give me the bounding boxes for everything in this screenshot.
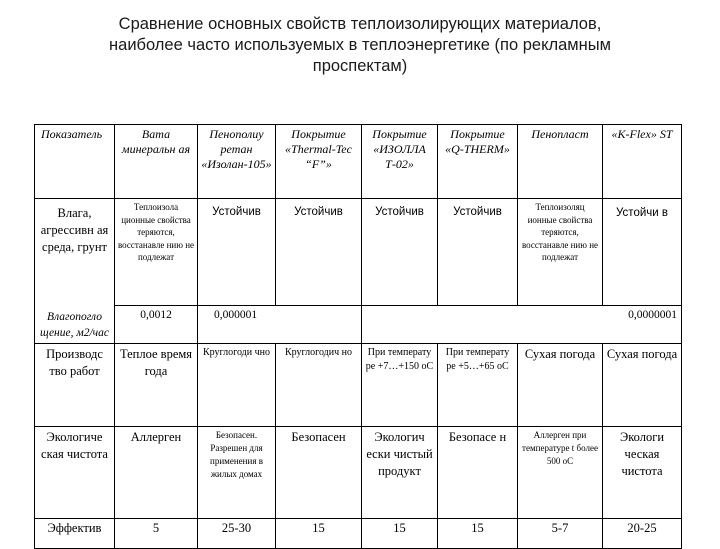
cell-production-izolan: Круглогоди чно [198, 344, 276, 427]
cell-production-kflex: Сухая погода [603, 344, 682, 427]
cell-ecology-izolla: Экологич ески чистый продукт [362, 427, 438, 519]
cell-moisture-penoplast: Теплоизоляц ионные свойства теряются, восстанавле нию не подлежат [518, 199, 603, 306]
label-ecology: Экологиче ская чистота [35, 427, 115, 519]
page-title [40, 14, 680, 77]
cell-production-qtherm: При температу ре +5…+65 оС [438, 344, 518, 427]
cell-efficiency-izolla: 15 [362, 519, 438, 549]
header-mineral-wool: Вата минеральн ая [115, 125, 198, 199]
cell-production-penoplast: Сухая погода [518, 344, 603, 427]
header-qtherm: Покрытие «Q-THERM» [438, 125, 518, 199]
header-kflex: «K-Flex» ST [603, 125, 682, 199]
cell-efficiency-qtherm: 15 [438, 519, 518, 549]
header-penoplast: Пенопласт [518, 125, 603, 199]
cell-moisture-kflex: Устойчи в [603, 199, 682, 306]
label-absorption: Влагопогло щение, м2/час [35, 306, 115, 344]
cell-production-thermal-tec: Круглогодич но [276, 344, 362, 427]
table-row-absorption [35, 306, 682, 344]
header-thermal-tec: Покрытие «Thermal-Tec “F”» [276, 125, 362, 199]
header-izolla: Покрытие «ИЗОЛЛА Т-02» [362, 125, 438, 199]
cell-ecology-penoplast: Аллерген при температуре t более 500 оС [518, 427, 603, 519]
title-line-2: наиболее часто используемых в теплоэнергетике (по рекламным [109, 36, 611, 54]
comparison-table [34, 124, 682, 549]
cell-efficiency-penoplast: 5-7 [518, 519, 603, 549]
table-row-efficiency [35, 519, 682, 549]
table-row-production [35, 344, 682, 427]
cell-moisture-thermal-tec: Устойчив [276, 199, 362, 306]
cell-ecology-qtherm: Безопасе н [438, 427, 518, 519]
cell-moisture-mineral-wool: Теплоизола ционные свойства теряются, восстанавле нию не подлежат [115, 199, 198, 306]
cell-ecology-mineral-wool: Аллерген [115, 427, 198, 519]
cell-production-mineral-wool: Теплое время года [115, 344, 198, 427]
cell-absorption-mineral-wool: 0,0012 [115, 306, 198, 344]
cell-production-izolla: При температу ре +7…+150 оС [362, 344, 438, 427]
cell-ecology-izolan: Безопасен. Разрешен для применения в жилых домах [198, 427, 276, 519]
cell-ecology-thermal-tec: Безопасен [276, 427, 362, 519]
cell-moisture-izolla: Устойчив [362, 199, 438, 306]
header-izolan: Пенополиу ретан «Изолан-105» [198, 125, 276, 199]
cell-efficiency-mineral-wool: 5 [115, 519, 198, 549]
cell-efficiency-kflex: 20-25 [603, 519, 682, 549]
table-row-moisture [35, 199, 682, 306]
header-indicator: Показатель [35, 125, 115, 199]
cell-efficiency-thermal-tec: 15 [276, 519, 362, 549]
cell-absorption-kflex: 0,0000001 [362, 306, 682, 344]
table-header-row [35, 125, 682, 199]
cell-moisture-qtherm: Устойчив [438, 199, 518, 306]
label-efficiency: Эффектив [35, 519, 115, 549]
title-line-3: проспектам) [312, 57, 408, 75]
cell-absorption-izolan: 0,000001 [198, 306, 362, 344]
title-line-1: Сравнение основных свойств теплоизолирующих материалов, [118, 15, 602, 33]
label-production: Производс тво работ [35, 344, 115, 427]
cell-ecology-kflex: Экологи ческая чистота [603, 427, 682, 519]
cell-efficiency-izolan: 25-30 [198, 519, 276, 549]
label-moisture: Влага, агрессивн ая среда, грунт [35, 199, 115, 306]
cell-moisture-izolan: Устойчив [198, 199, 276, 306]
table-row-ecology [35, 427, 682, 519]
